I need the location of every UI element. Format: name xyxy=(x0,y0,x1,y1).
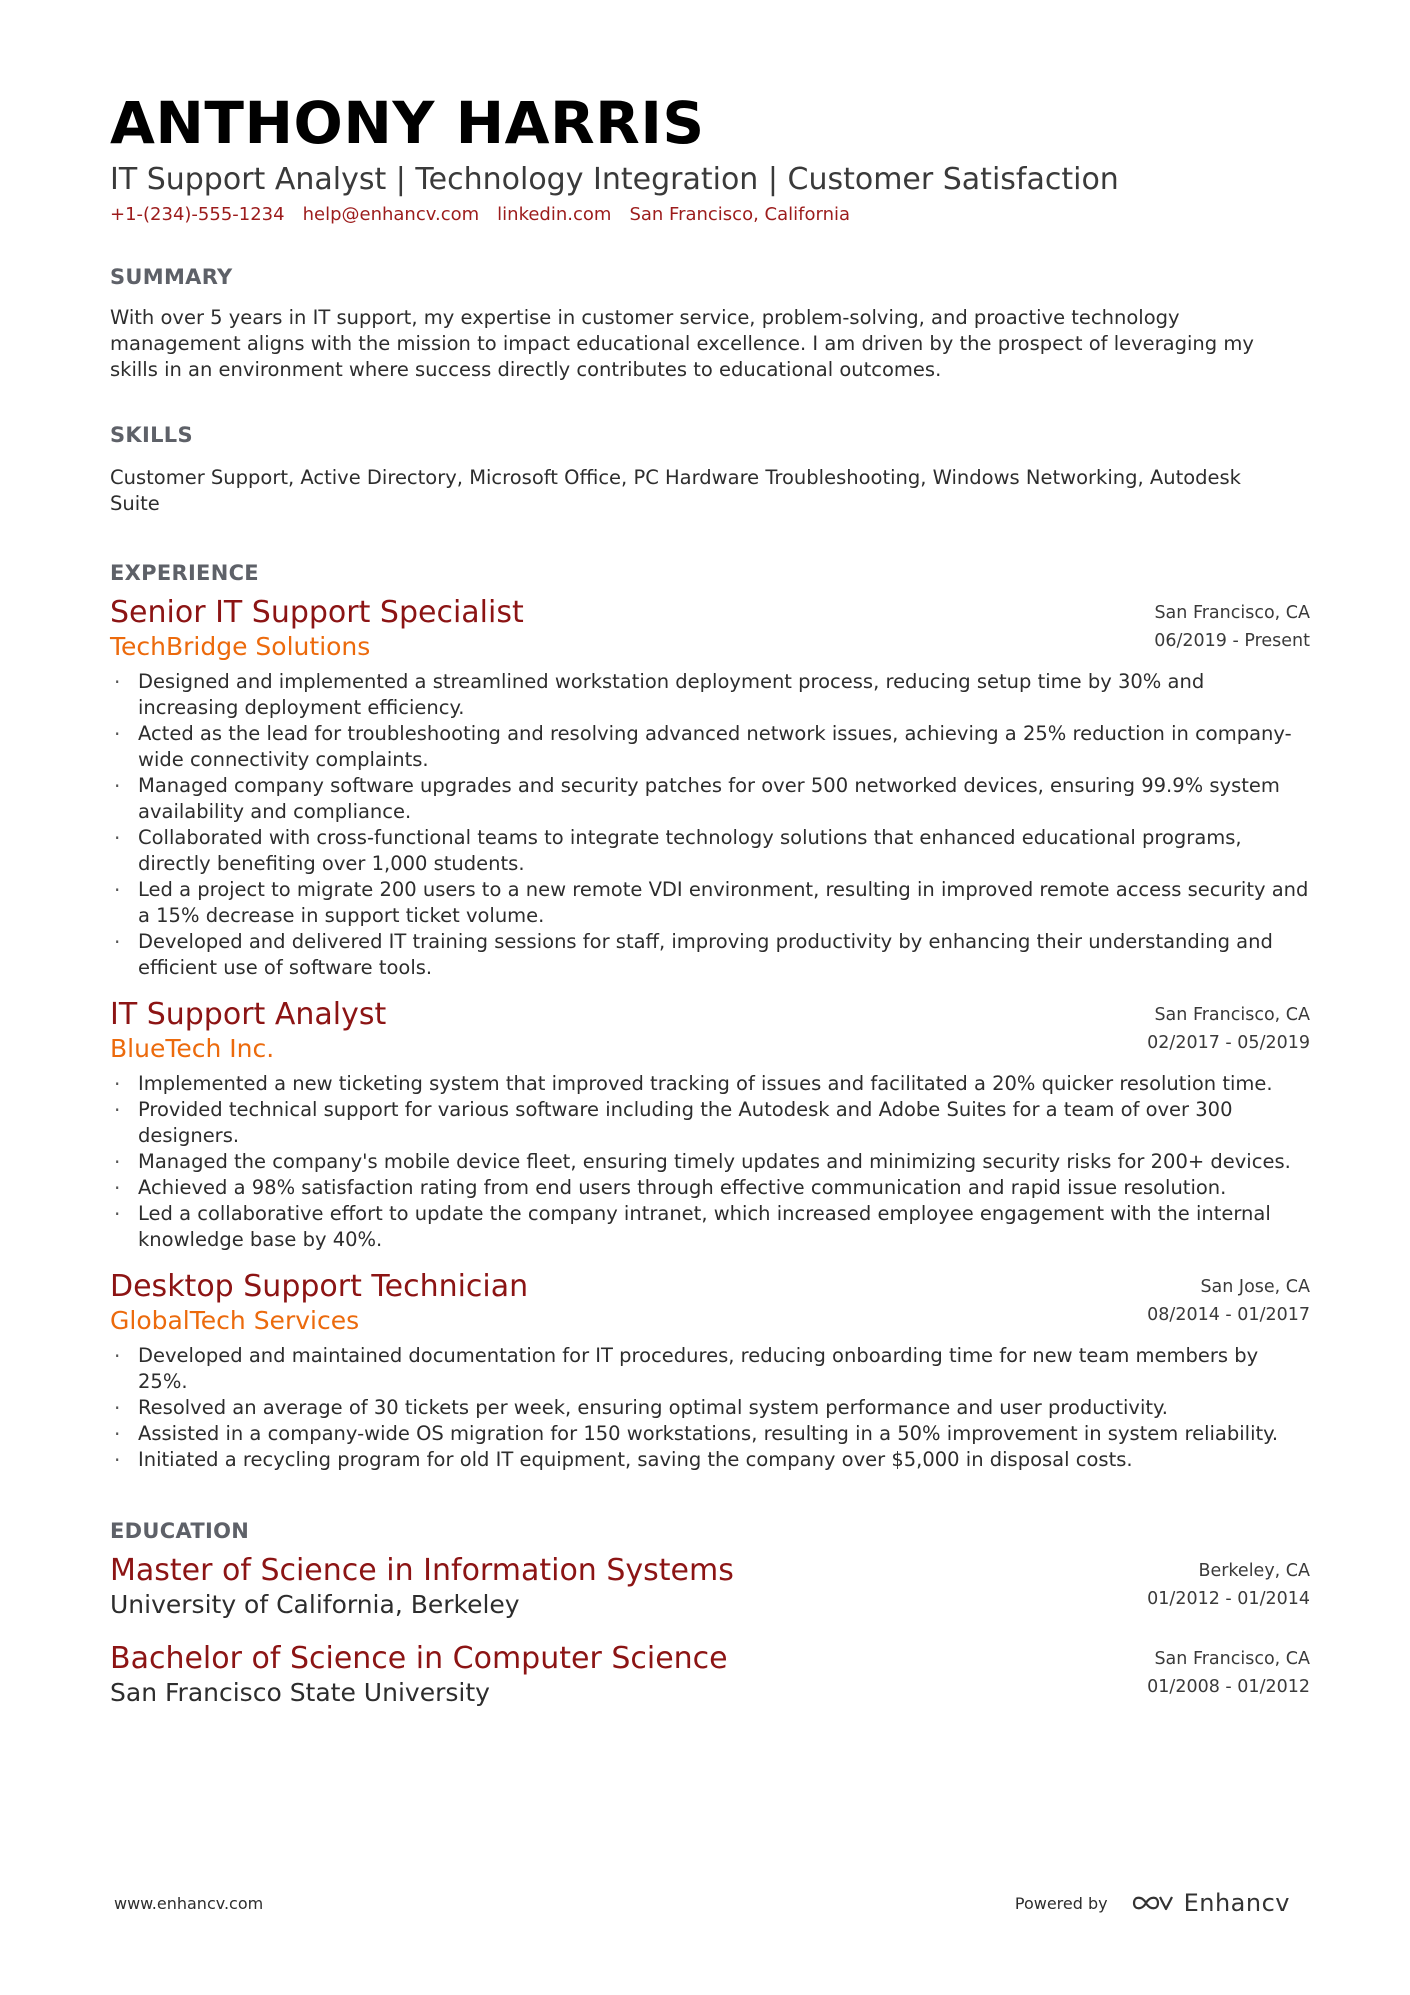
school-name: University of California, Berkeley xyxy=(110,1589,520,1619)
degree-title: Bachelor of Science in Computer Science xyxy=(110,1640,728,1676)
experience-heading: EXPERIENCE xyxy=(110,560,259,585)
job-title: IT Support Analyst xyxy=(110,996,387,1032)
job-title: Desktop Support Technician xyxy=(110,1268,529,1304)
resume-content xyxy=(110,89,1310,1709)
education-entry xyxy=(110,1553,1310,1621)
job-company: GlobalTech Services xyxy=(110,1305,360,1335)
candidate-name: ANTHONY HARRIS xyxy=(110,89,705,157)
job-location: San Francisco, CA xyxy=(1154,602,1310,623)
job-dates: 02/2017 - 05/2019 xyxy=(1147,1032,1310,1053)
education-meta xyxy=(1147,1553,1310,1617)
job-company: TechBridge Solutions xyxy=(110,631,371,661)
job-location: San Jose, CA xyxy=(1200,1276,1310,1297)
list-item: · Led a collaborative effort to update the company intranet, which increased employee engagement with the internal knowledge base by 40%. xyxy=(110,1201,1310,1253)
job-bullets xyxy=(110,1343,1310,1473)
school-name: San Francisco State University xyxy=(110,1677,490,1707)
education-title-block xyxy=(110,1641,728,1709)
brand-logo[interactable] xyxy=(1130,1889,1290,1917)
job-entry xyxy=(110,595,1310,981)
list-item: · Acted as the lead for troubleshooting and resolving advanced network issues, achieving a 25% reduction in company-wide connectivity complaints. xyxy=(110,721,1310,773)
job-bullets xyxy=(110,669,1310,981)
education-meta xyxy=(1147,1641,1310,1705)
list-item: · Designed and implemented a streamlined workstation deployment process, reducing setup time by 30% and increasing deployment efficiency. xyxy=(110,669,1310,721)
job-location: San Francisco, CA xyxy=(1154,1004,1310,1025)
education-heading: EDUCATION xyxy=(110,1518,250,1543)
contact-row xyxy=(110,204,1310,225)
powered-by-label: Powered by xyxy=(1014,1893,1108,1913)
list-item: · Developed and maintained documentation for IT procedures, reducing onboarding time for new team members by 25%. xyxy=(110,1343,1310,1395)
list-item: · Provided technical support for various software including the Autodesk and Adobe Suites for a team of over 300 designers. xyxy=(110,1097,1310,1149)
education-location: Berkeley, CA xyxy=(1198,1560,1310,1581)
phone-link[interactable]: +1-(234)-555-1234 xyxy=(110,203,285,225)
list-item: · Managed company software upgrades and security patches for over 500 networked devices, ensuring 99.9% system availability and compliance. xyxy=(110,773,1310,825)
job-meta xyxy=(1147,997,1310,1061)
job-dates: 08/2014 - 01/2017 xyxy=(1147,1304,1310,1325)
education-header xyxy=(110,1641,1310,1709)
job-title-block xyxy=(110,997,386,1065)
job-meta xyxy=(1154,595,1310,659)
skills-heading: SKILLS xyxy=(110,422,193,447)
education-location: San Francisco, CA xyxy=(1154,1648,1310,1669)
page-footer xyxy=(114,1888,1290,1918)
candidate-headline: IT Support Analyst | Technology Integration | Customer Satisfaction xyxy=(110,161,1119,197)
summary-heading: SUMMARY xyxy=(110,264,233,289)
location-text: San Francisco, California xyxy=(629,203,851,225)
job-title-block xyxy=(110,1269,528,1337)
email-link[interactable]: help@enhancv.com xyxy=(302,203,480,225)
list-item: · Collaborated with cross-functional teams to integrate technology solutions that enhanced educational programs, directly benefiting over 1,000 students. xyxy=(110,825,1310,877)
skills-text: Customer Support, Active Directory, Microsoft Office, PC Hardware Troubleshooting, Windows Networking, Autodesk Suite xyxy=(110,465,1241,515)
list-item: · Developed and delivered IT training sessions for staff, improving productivity by enhancing their understanding and efficient use of software tools. xyxy=(110,929,1310,981)
job-title: Senior IT Support Specialist xyxy=(110,594,524,630)
list-item: · Assisted in a company-wide OS migration for 150 workstations, resulting in a 50% improvement in system reliability. xyxy=(110,1421,1310,1447)
job-bullets xyxy=(110,1071,1310,1253)
job-meta xyxy=(1147,1269,1310,1333)
list-item: · Implemented a new ticketing system that improved tracking of issues and facilitated a 20% quicker resolution time. xyxy=(110,1071,1310,1097)
footer-website-link[interactable]: www.enhancv.com xyxy=(114,1893,264,1913)
job-header xyxy=(110,997,1310,1065)
enhancv-logo-icon xyxy=(1130,1891,1174,1915)
job-dates: 06/2019 - Present xyxy=(1154,630,1310,651)
list-item: · Initiated a recycling program for old IT equipment, saving the company over $5,000 in disposal costs. xyxy=(110,1447,1310,1473)
brand-name: Enhancv xyxy=(1183,1889,1290,1917)
education-header xyxy=(110,1553,1310,1621)
list-item: · Resolved an average of 30 tickets per week, ensuring optimal system performance and user productivity. xyxy=(110,1395,1310,1421)
job-entry xyxy=(110,997,1310,1253)
job-title-block xyxy=(110,595,524,663)
degree-title: Master of Science in Information Systems xyxy=(110,1552,734,1588)
summary-text: With over 5 years in IT support, my expertise in customer service, problem-solving, and proactive technology management aligns with the mission to impact educational excellence. I am driven by the prospect of leveraging my skills in an environment where success directly contributes to educational outcomes. xyxy=(110,305,1254,381)
linkedin-link[interactable]: linkedin.com xyxy=(497,203,612,225)
job-entry xyxy=(110,1269,1310,1473)
job-header xyxy=(110,595,1310,663)
education-entry xyxy=(110,1641,1310,1709)
list-item: · Managed the company's mobile device fleet, ensuring timely updates and minimizing security risks for 200+ devices. xyxy=(110,1149,1310,1175)
job-company: BlueTech Inc. xyxy=(110,1033,275,1063)
education-title-block xyxy=(110,1553,734,1621)
list-item: · Achieved a 98% satisfaction rating from end users through effective communication and rapid issue resolution. xyxy=(110,1175,1310,1201)
education-dates: 01/2008 - 01/2012 xyxy=(1147,1676,1310,1697)
job-header xyxy=(110,1269,1310,1337)
education-dates: 01/2012 - 01/2014 xyxy=(1147,1588,1310,1609)
list-item: · Led a project to migrate 200 users to a new remote VDI environment, resulting in improved remote access security and a 15% decrease in support ticket volume. xyxy=(110,877,1310,929)
powered-by xyxy=(1015,1889,1290,1917)
